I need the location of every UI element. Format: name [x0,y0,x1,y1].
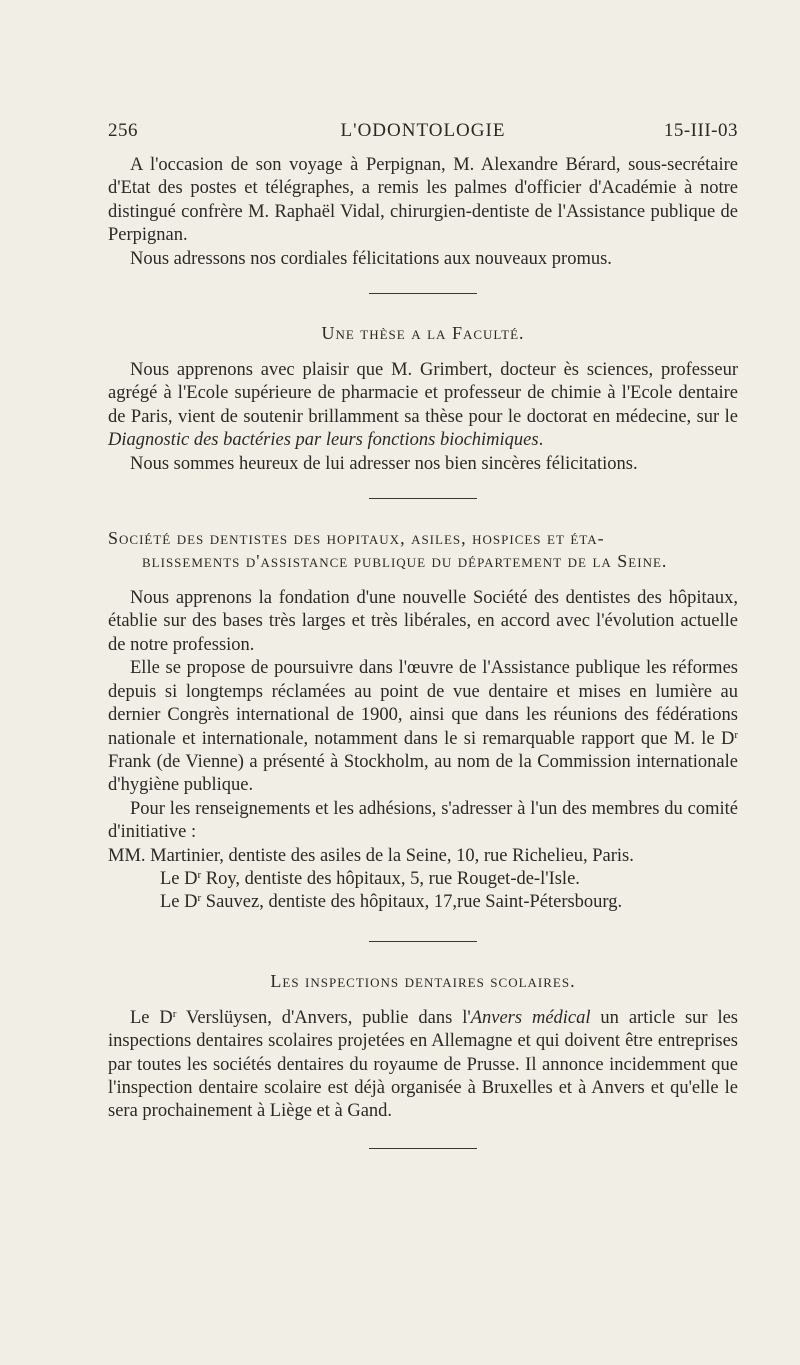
heading-line-2: blissements d'assistance publique du département de la Seine. [142,551,668,572]
member-text: Sauvez, dentiste des hôpitaux, 17,rue Saint-Pétersbourg. [201,892,623,913]
section-divider [369,498,477,499]
running-header [108,120,738,150]
inspections-paragraph [108,1007,738,1124]
section-divider [369,941,477,942]
journal-title: L'ODONTOLOGIE [340,120,506,141]
societe-text: Elle se propose de poursuivre dans l'œuvre de l'Assistance publique les réformes depuis si longtemps réclamées au point de vue dentaire et mises en lumière au dernier Congrès international de 1900, ainsi que dans les réunions des fédérations nationale et internationale, notamment dans le si remarquable rapport que M. le D [108,658,738,749]
these-text: Nous apprenons avec plaisir que M. Grimbert, docteur ès sciences, professeur agrégé à l'Ecole supérieure de pharmacie et professeur de chimie à l'Ecole dentaire de Paris, vient de soutenir brillamment sa thèse pour le doctorat en médecine, sur le [108,360,738,427]
issue-date: 15-III-03 [663,120,738,141]
inspections-text: Verslüysen, d'Anvers, publie dans l' [176,1007,471,1028]
member-list-item [108,868,738,891]
societe-paragraph-2 [108,657,738,797]
heading-line-1: Société des dentistes des hopitaux, asiles, hospices et éta- [108,528,605,549]
section-heading-inspections: Les inspections dentaires scolaires. [270,970,576,991]
section-heading-these: Une thèse a la Faculté. [321,323,525,344]
intro-paragraph: A l'occasion de son voyage à Perpignan, M. Alexandre Bérard, sous-secrétaire d'Etat des postes et télégraphes, a remis les palmes d'officier d'Académie à notre distingué confrère M. Raphaël Vidal, chirurgien-dentiste de l'Assistance publique de Perpignan. [108,155,738,246]
these-paragraph [108,359,738,453]
superscript: r [172,1007,177,1020]
inspections-text: Le D [130,1007,173,1028]
inspections-journal-title: Anvers médical [470,1007,591,1028]
superscript: r [197,892,202,905]
superscript: r [197,868,202,881]
inspections-text-end: un article sur les inspections dentaires scolaires projetées en Allemagne et qui doivent être entreprises par toutes les sociétés dentaires du royaume de Prusse. Il annonce incidemment que l'inspection dentaire scolaire est déjà organisée à Bruxelles et à Anvers et qu'elle le sera prochainement à Liège et à Gand. [108,1007,739,1122]
member-list-item [108,891,738,914]
section-heading-societe [108,527,738,573]
superscript: r [734,728,738,741]
member-list-item: MM. Martinier, dentiste des asiles de la Seine, 10, rue Richelieu, Paris. [108,845,634,866]
member-text: Roy, dentiste des hôpitaux, 5, rue Rouget-de-l'Isle. [201,868,580,889]
member-prefix: Le D [160,868,198,889]
these-title: Diagnostic des bactéries par leurs fonctions biochimiques [108,430,539,451]
societe-paragraph-3: Pour les renseignements et les adhésions, s'adresser à l'un des membres du comité d'initiative : [108,798,738,843]
intro-congratulations: Nous adressons nos cordiales félicitations aux nouveaux promus. [130,248,612,269]
societe-paragraph-1: Nous apprenons la fondation d'une nouvelle Société des dentistes des hôpitaux, établie sur des bases très larges et très libérales, en accord avec l'évolution actuelle de notre profession. [108,588,738,655]
societe-text-end: Frank (de Vienne) a présenté à Stockholm, au nom de la Commission internationale d'hygiène publique. [108,751,738,796]
page-number: 256 [108,120,138,141]
these-congratulations: Nous sommes heureux de lui adresser nos bien sincères félicitations. [130,453,638,474]
page-body [108,154,738,1149]
section-divider [369,1148,477,1149]
these-text-end: . [538,430,544,451]
section-divider [369,293,477,294]
member-prefix: Le D [160,892,198,913]
